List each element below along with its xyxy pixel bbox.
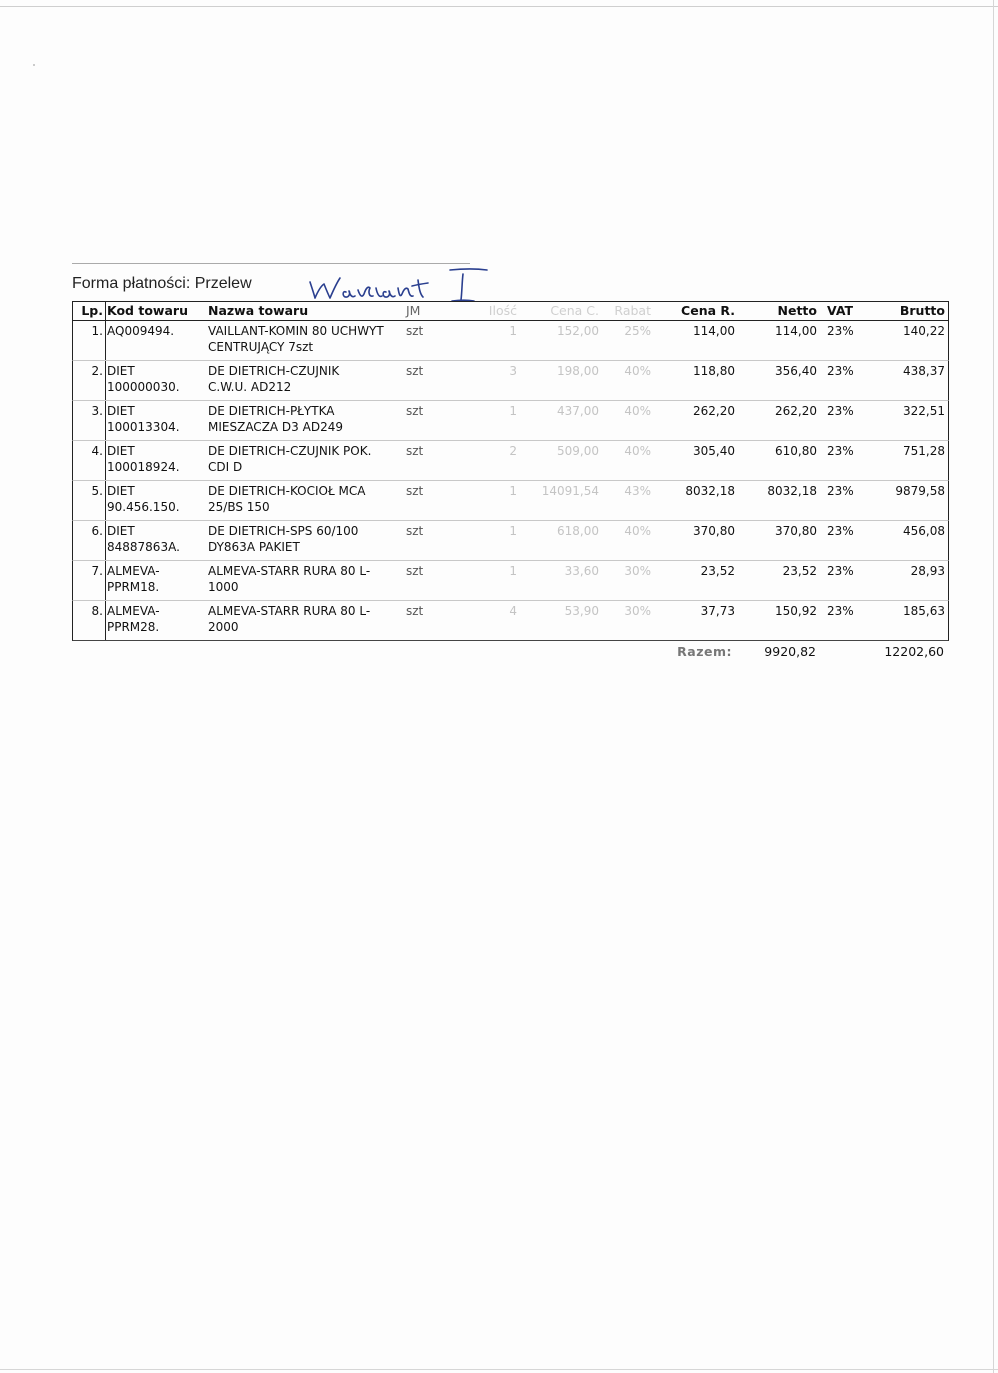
column-divider xyxy=(105,521,106,560)
cell-cena-c: 33,60 xyxy=(564,564,599,578)
cell-cena-c: 437,00 xyxy=(557,404,599,418)
cell-cena-c: 53,90 xyxy=(564,604,599,618)
column-divider xyxy=(105,481,106,520)
table-row xyxy=(72,441,949,481)
header-cena-c: Cena C. xyxy=(550,303,599,318)
cell-brutto: 438,37 xyxy=(903,364,945,378)
table-row xyxy=(72,601,949,641)
cell-vat: 23% xyxy=(827,324,854,338)
cell-rabat: 40% xyxy=(624,524,651,538)
cell-lp: 6. xyxy=(91,524,103,538)
cell-vat: 23% xyxy=(827,364,854,378)
cell-kod: ALMEVA- PPRM28. xyxy=(107,604,160,634)
cell-vat: 23% xyxy=(827,484,854,498)
cell-vat: 23% xyxy=(827,524,854,538)
cell-cena-r: 370,80 xyxy=(693,524,735,538)
cell-nazwa: DE DIETRICH-KOCIOŁ MCA 25/BS 150 xyxy=(208,484,366,514)
cell-cena-r: 37,73 xyxy=(700,604,735,618)
cell-jm: szt xyxy=(406,404,424,418)
table-row xyxy=(72,561,949,601)
cell-ilosc: 3 xyxy=(509,364,517,378)
cell-rabat: 40% xyxy=(624,364,651,378)
cell-nazwa: DE DIETRICH-CZUJNIK C.W.U. AD212 xyxy=(208,364,340,394)
cell-jm: szt xyxy=(406,444,424,458)
cell-netto: 150,92 xyxy=(775,604,817,618)
table-row xyxy=(72,521,949,561)
cell-ilosc: 1 xyxy=(509,564,517,578)
totals-row xyxy=(72,642,949,664)
cell-ilosc: 1 xyxy=(509,404,517,418)
totals-netto: 9920,82 xyxy=(764,644,816,659)
cell-ilosc: 2 xyxy=(509,444,517,458)
cell-cena-r: 262,20 xyxy=(693,404,735,418)
handwritten-annotation-wariant xyxy=(302,258,492,304)
column-divider xyxy=(105,361,106,400)
scan-edge-top xyxy=(0,6,998,7)
cell-nazwa: DE DIETRICH-CZUJNIK POK. CDI D xyxy=(208,444,372,474)
cell-cena-c: 198,00 xyxy=(557,364,599,378)
header-cena-r: Cena R. xyxy=(681,303,735,318)
header-netto: Netto xyxy=(777,303,817,318)
cell-brutto: 322,51 xyxy=(903,404,945,418)
cell-brutto: 28,93 xyxy=(910,564,945,578)
cell-jm: szt xyxy=(406,484,424,498)
cell-lp: 4. xyxy=(91,444,103,458)
totals-brutto: 12202,60 xyxy=(884,644,944,659)
column-divider xyxy=(105,321,106,360)
cell-jm: szt xyxy=(406,604,424,618)
cell-nazwa: DE DIETRICH-PŁYTKA MIESZACZA D3 AD249 xyxy=(208,404,343,434)
header-rabat: Rabat xyxy=(614,303,651,318)
cell-cena-r: 23,52 xyxy=(700,564,735,578)
cell-ilosc: 1 xyxy=(509,524,517,538)
cell-lp: 7. xyxy=(91,564,103,578)
cell-kod: DIET 100000030. xyxy=(107,364,180,394)
cell-netto: 8032,18 xyxy=(767,484,817,498)
cell-kod: AQ009494. xyxy=(107,324,175,338)
cell-kod: DIET 100018924. xyxy=(107,444,180,474)
cell-kod: ALMEVA- PPRM18. xyxy=(107,564,160,594)
header-brutto: Brutto xyxy=(899,303,945,318)
cell-kod: DIET 84887863A. xyxy=(107,524,180,554)
cell-nazwa: DE DIETRICH-SPS 60/100 DY863A PAKIET xyxy=(208,524,359,554)
header-jm: JM xyxy=(406,303,421,318)
cell-ilosc: 4 xyxy=(509,604,517,618)
totals-label: Razem: xyxy=(677,644,732,659)
cell-cena-c: 152,00 xyxy=(557,324,599,338)
scan-speck xyxy=(33,64,35,66)
cell-nazwa: ALMEVA-STARR RURA 80 L- 2000 xyxy=(208,604,371,634)
header-lp: Lp. xyxy=(81,303,103,318)
cell-brutto: 751,28 xyxy=(903,444,945,458)
payment-method: Forma płatności: Przelew xyxy=(72,275,252,292)
cell-nazwa: VAILLANT-KOMIN 80 UCHWYT CENTRUJĄCY 7szt xyxy=(208,324,384,354)
scan-edge-bottom xyxy=(0,1369,998,1370)
cell-lp: 2. xyxy=(91,364,103,378)
cell-jm: szt xyxy=(406,564,424,578)
table-row xyxy=(72,481,949,521)
cell-netto: 370,80 xyxy=(775,524,817,538)
cell-ilosc: 1 xyxy=(509,484,517,498)
cell-lp: 5. xyxy=(91,484,103,498)
cell-rabat: 25% xyxy=(624,324,651,338)
table-header xyxy=(72,301,949,321)
header-vat: VAT xyxy=(827,303,854,318)
cell-jm: szt xyxy=(406,364,424,378)
cell-cena-c: 618,00 xyxy=(557,524,599,538)
column-divider xyxy=(105,561,106,600)
cell-cena-r: 114,00 xyxy=(693,324,735,338)
cell-cena-c: 509,00 xyxy=(557,444,599,458)
table-row xyxy=(72,321,949,361)
cell-brutto: 140,22 xyxy=(903,324,945,338)
cell-cena-r: 118,80 xyxy=(693,364,735,378)
scan-edge-right xyxy=(993,0,994,1373)
cell-rabat: 30% xyxy=(624,564,651,578)
cell-cena-c: 14091,54 xyxy=(541,484,599,498)
header-ilosc: Ilość xyxy=(488,303,517,318)
cell-rabat: 40% xyxy=(624,404,651,418)
cell-ilosc: 1 xyxy=(509,324,517,338)
cell-kod: DIET 100013304. xyxy=(107,404,180,434)
cell-rabat: 40% xyxy=(624,444,651,458)
cell-rabat: 43% xyxy=(624,484,651,498)
cell-netto: 356,40 xyxy=(775,364,817,378)
cell-nazwa: ALMEVA-STARR RURA 80 L- 1000 xyxy=(208,564,371,594)
cell-brutto: 9879,58 xyxy=(895,484,945,498)
cell-jm: szt xyxy=(406,524,424,538)
column-divider xyxy=(105,302,106,320)
column-divider xyxy=(105,601,106,640)
cell-netto: 262,20 xyxy=(775,404,817,418)
cell-vat: 23% xyxy=(827,604,854,618)
cell-vat: 23% xyxy=(827,404,854,418)
header-kod: Kod towaru xyxy=(107,303,188,318)
table-row xyxy=(72,361,949,401)
invoice-table xyxy=(72,301,949,641)
column-divider xyxy=(105,401,106,440)
cell-vat: 23% xyxy=(827,444,854,458)
table-row xyxy=(72,401,949,441)
cell-brutto: 185,63 xyxy=(903,604,945,618)
cell-cena-r: 305,40 xyxy=(693,444,735,458)
cell-jm: szt xyxy=(406,324,424,338)
cell-lp: 3. xyxy=(91,404,103,418)
cell-netto: 23,52 xyxy=(782,564,817,578)
cell-kod: DIET 90.456.150. xyxy=(107,484,180,514)
cell-netto: 610,80 xyxy=(775,444,817,458)
cell-rabat: 30% xyxy=(624,604,651,618)
header-nazwa: Nazwa towaru xyxy=(208,303,309,318)
cell-brutto: 456,08 xyxy=(903,524,945,538)
cell-lp: 1. xyxy=(91,324,103,338)
cell-cena-r: 8032,18 xyxy=(685,484,735,498)
cell-vat: 23% xyxy=(827,564,854,578)
cell-netto: 114,00 xyxy=(775,324,817,338)
column-divider xyxy=(105,441,106,480)
cell-lp: 8. xyxy=(91,604,103,618)
